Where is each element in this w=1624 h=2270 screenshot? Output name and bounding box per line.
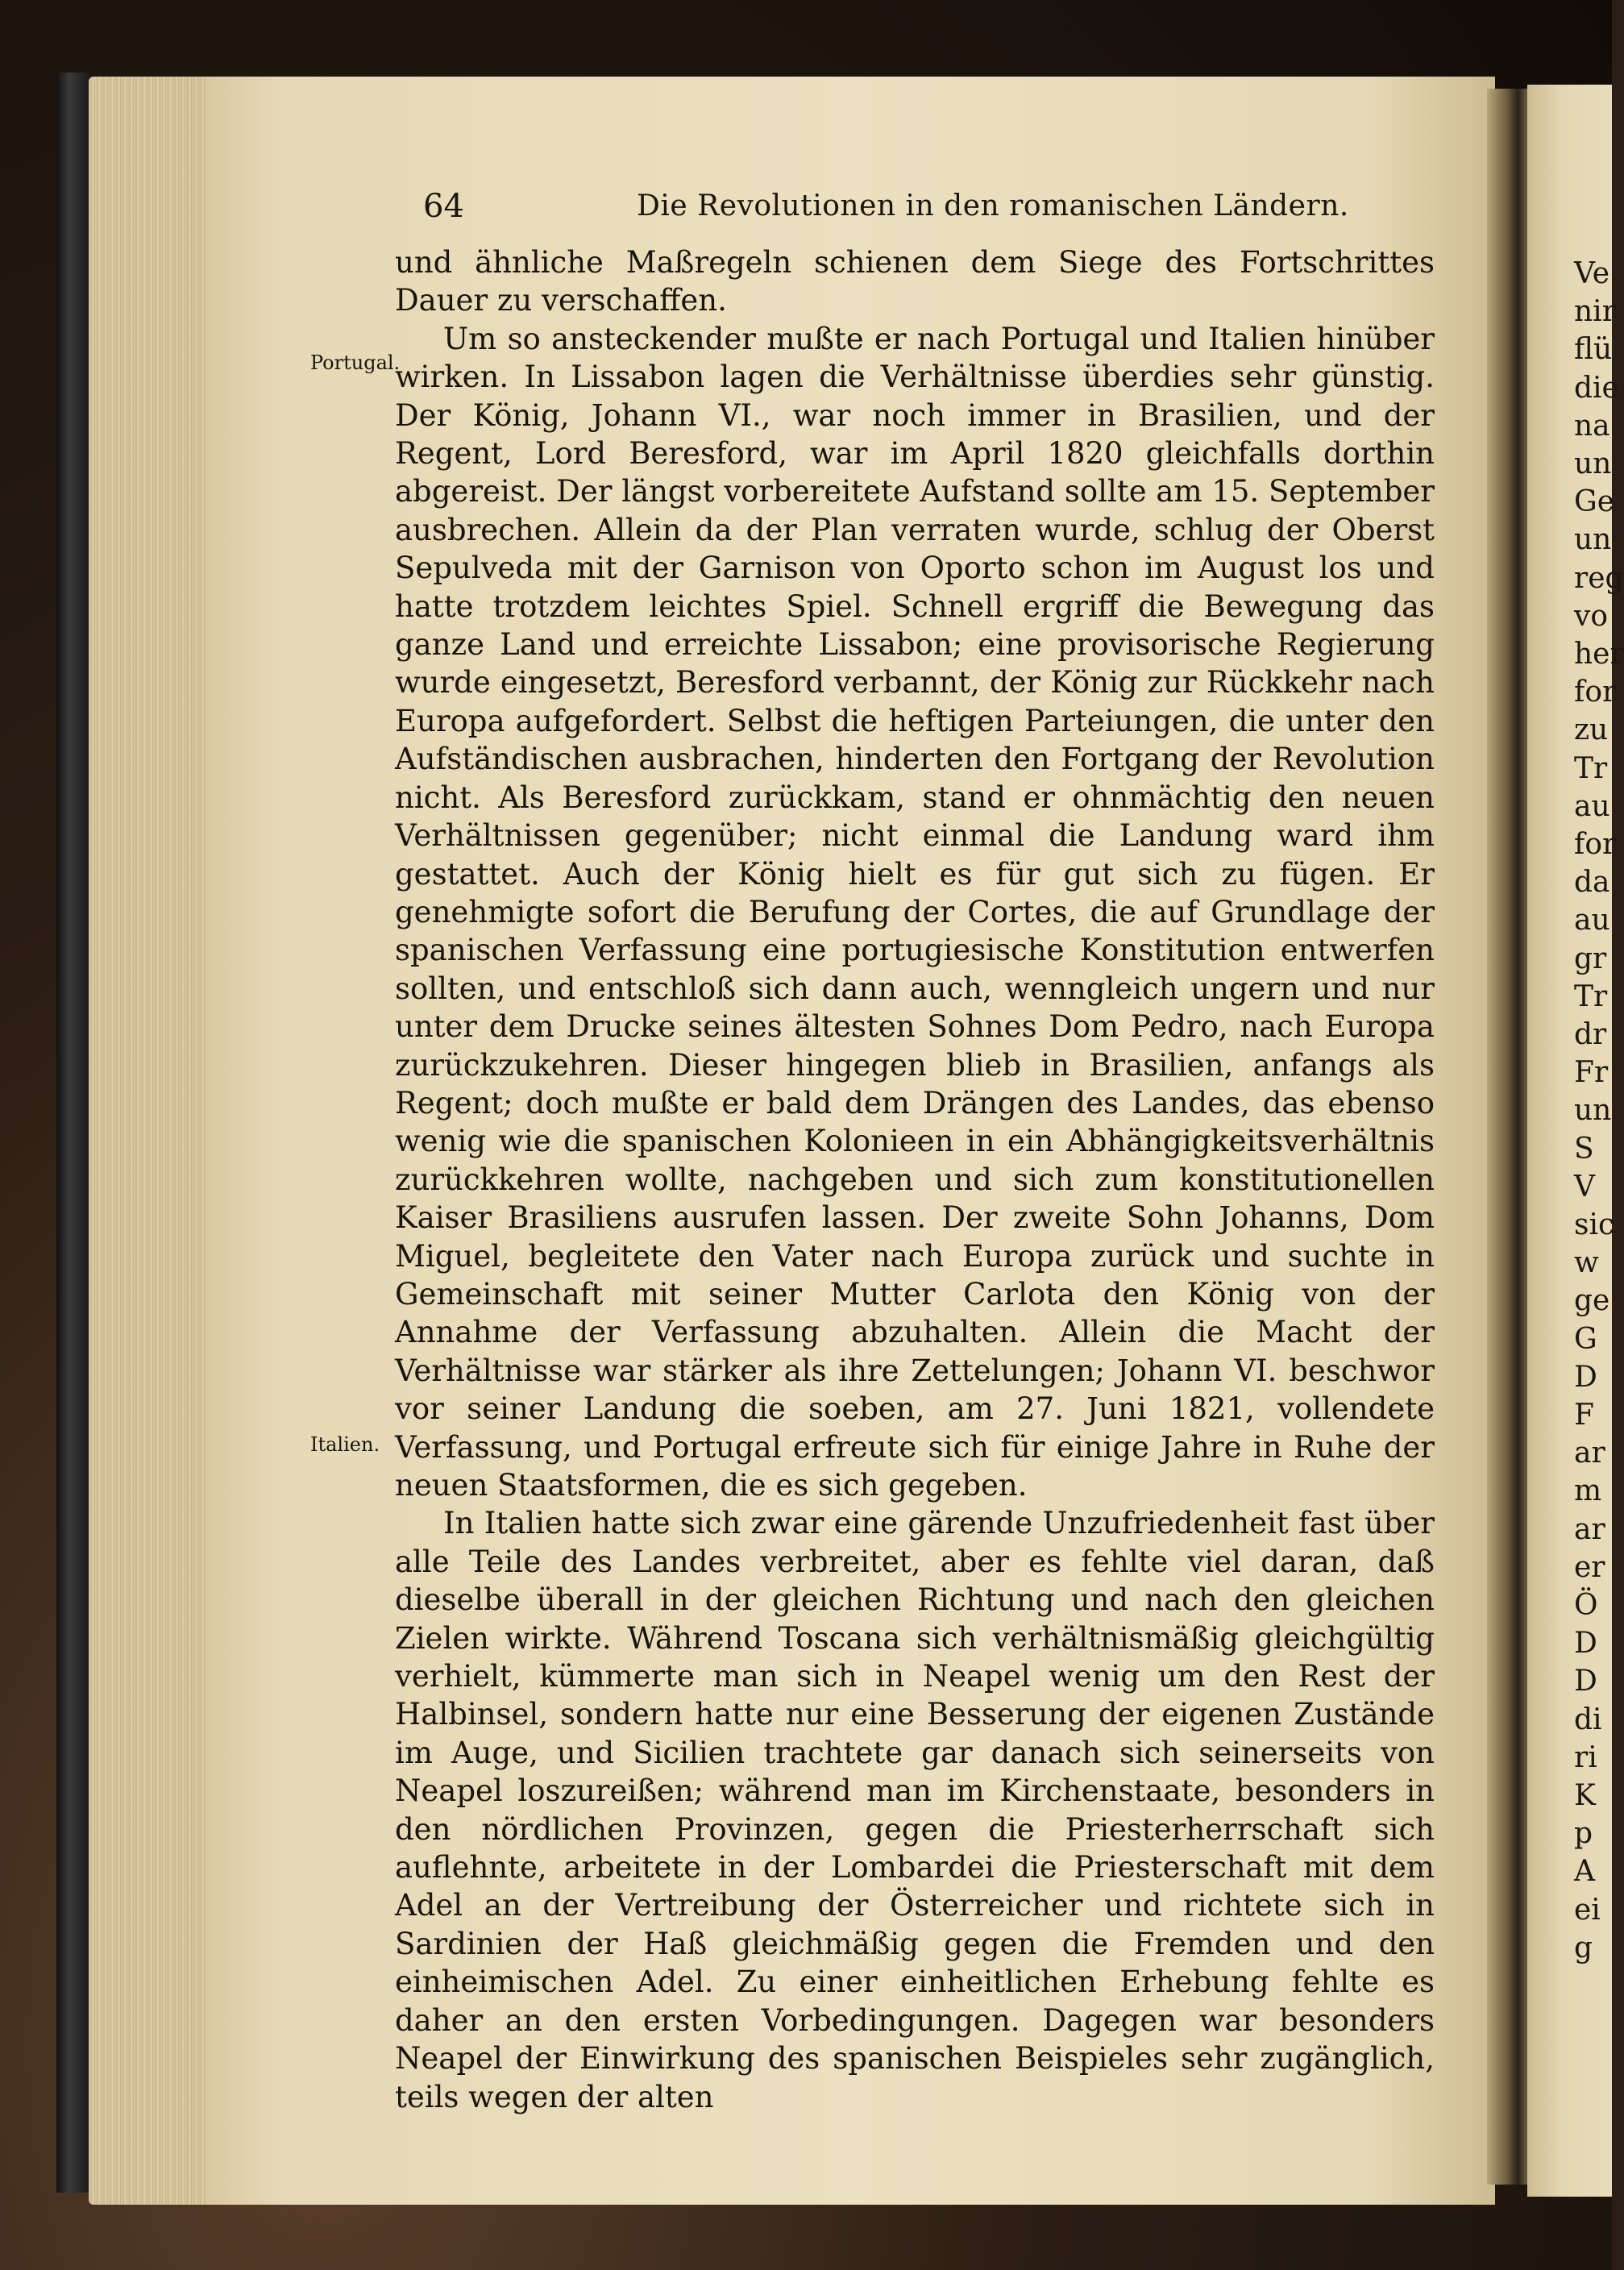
- adjacent-page-fragment: flü: [1574, 333, 1613, 367]
- adjacent-page-fragment: K: [1574, 1779, 1596, 1812]
- body-text: [395, 243, 1435, 2116]
- adjacent-page-fragment: Ge: [1574, 485, 1615, 519]
- adjacent-page-fragment: ge: [1574, 1284, 1610, 1318]
- adjacent-page-fragment: for: [1574, 676, 1617, 709]
- page-edges: [89, 77, 210, 2205]
- margin-note-portugal: Portugal.: [310, 351, 401, 374]
- adjacent-page-fragment: p: [1574, 1817, 1593, 1851]
- adjacent-page-fragment: au: [1574, 789, 1610, 823]
- adjacent-page-fragment: zu: [1574, 713, 1609, 747]
- adjacent-page-fragment: for: [1574, 828, 1617, 861]
- margin-note-italien: Italien.: [310, 1433, 380, 1456]
- adjacent-page-fragment: da: [1574, 866, 1610, 900]
- paragraph: In Italien hatte sich zwar eine gärende Unzufriedenheit fast über alle Teile des Landes verbreitet, aber es fehlte viel daran, daß dieselbe überall in der gleichen Richtung und nach den gleichen Zielen wirkte. Während Toscana sich verhältnismäßig gleichgültig verhielt, kümmerte man sich in Neapel wenig um den Rest der Halbinsel, sondern hatte nur eine Besserung der eigenen Zustände im Auge, und Sicilien trachtete gar danach sich seinerseits von Neapel loszureißen; während man im Kirchenstaate, besonders in den nördlichen Provinzen, gegen die Priesterherrschaft sich auflehnte, arbeitete in der Lombardei die Priesterschaft mit dem Adel an der Vertreibung der Österreicher und richtete sich in Sardinien der Haß gleichmäßig gegen die Fremden und den einheimischen Adel. Zu einer einheitlichen Erhebung fehlte es daher an den ersten Vorbedingungen. Dagegen war besonders Neapel der Einwirkung des spanischen Beispieles sehr zugänglich, teils wegen der alten: [395, 1506, 1435, 2114]
- adjacent-page-fragment: Ve: [1574, 257, 1609, 290]
- adjacent-page-fragment: gr: [1574, 942, 1607, 975]
- adjacent-page-fragment: ar: [1574, 1512, 1605, 1546]
- adjacent-page-fragment: un: [1574, 447, 1612, 480]
- adjacent-page-fragment: nir: [1574, 295, 1616, 329]
- adjacent-page-fragment: Fr: [1574, 1056, 1609, 1090]
- page-number: 64: [423, 188, 464, 225]
- page-header: [423, 184, 1414, 229]
- adjacent-page: [1527, 85, 1624, 2197]
- adjacent-page-fragment: un: [1574, 1094, 1612, 1128]
- adjacent-page-fragment: m: [1574, 1474, 1602, 1508]
- adjacent-page-fragment: sic: [1574, 1208, 1615, 1241]
- adjacent-page-fragment: w: [1574, 1246, 1599, 1280]
- adjacent-page-fragment: g: [1574, 1931, 1593, 1964]
- adjacent-page-fragment: F: [1574, 1399, 1594, 1432]
- adjacent-page-fragment: vo: [1574, 599, 1609, 633]
- running-title: Die Revolutionen in den romanischen Ländern.: [637, 189, 1349, 222]
- adjacent-page-fragment: D: [1574, 1627, 1597, 1661]
- adjacent-page-fragment: er: [1574, 1550, 1605, 1584]
- adjacent-page-fragment: ei: [1574, 1893, 1601, 1927]
- adjacent-page-fragment: Tr: [1574, 751, 1608, 785]
- adjacent-page-fragment: Tr: [1574, 979, 1608, 1013]
- book-cover-edge: [56, 73, 89, 2193]
- adjacent-page-fragment: Ö: [1574, 1589, 1598, 1622]
- adjacent-page-fragment: D: [1574, 1360, 1597, 1394]
- adjacent-page-fragment: ri: [1574, 1740, 1597, 1774]
- adjacent-page-fragment: dr: [1574, 1018, 1607, 1051]
- paragraph: und ähnliche Maßregeln schienen dem Siege des Fortschrittes Dauer zu verschaffen.: [395, 245, 1435, 318]
- paragraph: Um so ansteckender mußte er nach Portugal und Italien hinüber wirken. In Lissabon lagen die Verhältnisse überdies sehr günstig. Der König, Johann VI., war noch immer in Brasilien, und der Regent, Lord Beresford, war im April 1820 gleichfalls dorthin abgereist. Der längst vorbereitete Aufstand sollte am 15. September ausbrechen. Allein da der Plan verraten wurde, schlug der Oberst Sepulveda mit der Garnison von Oporto schon im August los und hatte trotzdem leichtes Spiel. Schnell ergriff die Bewegung das ganze Land und erreichte Lissabon; eine provisorische Regierung wurde eingesetzt, Beresford verbannt, der König zur Rückkehr nach Europa aufgefordert. Selbst die heftigen Parteiungen, die unter den Aufständischen ausbrachen, hinderten den Fortgang der Revolution nicht. Als Beresford zurückkam, stand er ohnmächtig den neuen Verhältnissen gegenüber; nicht einmal die Landung ward ihm gestattet. Auch der König hielt es für gut sich zu fügen. Er genehmigte sofort die Berufung der Cortes, die auf Grundlage der spanischen Verfassung eine portugiesische Konstitution entwerfen sollten, und entschloß sich dann auch, wenngleich ungern und nur unter dem Drucke seines ältesten Sohnes Dom Pedro, nach Europa zurückzukehren. Dieser hingegen blieb in Brasilien, anfangs als Regent; doch mußte er bald dem Drängen des Landes, das ebenso wenig wie die spanischen Kolonieen in ein Abhängigkeitsverhältnis zurückkehren wollte, nachgeben und sich zum konstitutionellen Kaiser Brasiliens ausrufen lassen. Der zweite Sohn Johanns, Dom Miguel, begleitete den Vater nach Europa zurück und suchte in Gemeinschaft mit seiner Mutter Carlota den König von der Annahme der Verfassung abzuhalten. Allein die Macht der Verhältnisse war stärker als ihre Zettelungen; Johann VI. beschwor vor seiner Landung die soeben, am 27. Juni 1821, vollendete Verfassung, und Portugal erfreute sich für einige Jahre in Ruhe der neuen Staatsformen, die es sich gegeben.: [395, 321, 1435, 1503]
- adjacent-page-fragment: ar: [1574, 1436, 1605, 1470]
- adjacent-page-fragment: un: [1574, 523, 1612, 557]
- adjacent-page-fragment: die: [1574, 371, 1619, 405]
- adjacent-page-fragment: na: [1574, 409, 1610, 443]
- adjacent-page-fragment: reg: [1574, 561, 1624, 595]
- adjacent-page-fragment: G: [1574, 1322, 1597, 1356]
- adjacent-page-fragment: di: [1574, 1702, 1602, 1736]
- adjacent-page-fragment: her: [1574, 638, 1624, 671]
- book-gutter: [1487, 89, 1531, 2185]
- adjacent-page-fragment: D: [1574, 1665, 1597, 1698]
- adjacent-page-fragment: au: [1574, 904, 1610, 938]
- adjacent-page-fragment: S: [1574, 1132, 1594, 1166]
- adjacent-page-fragment: A: [1574, 1855, 1595, 1889]
- adjacent-page-fragment: V: [1574, 1170, 1595, 1204]
